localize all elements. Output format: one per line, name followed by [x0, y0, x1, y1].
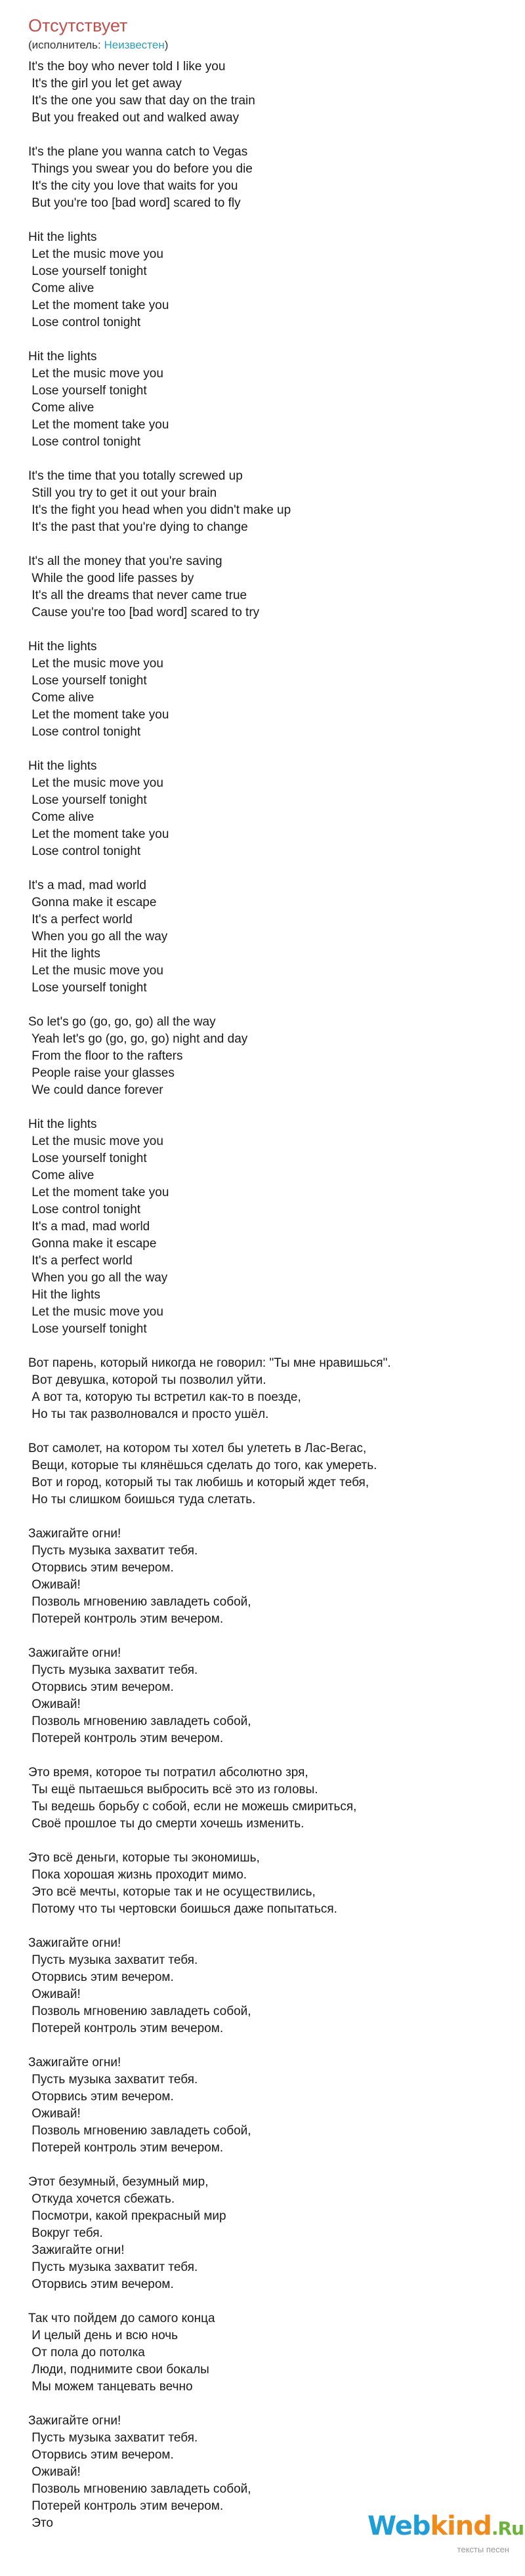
lyrics-stanza	[28, 758, 525, 860]
lyrics-stanza	[28, 638, 525, 741]
lyrics-line: Hit the lights	[28, 350, 97, 364]
lyrics-line: We could dance forever	[28, 1083, 163, 1097]
lyrics-line: Lose yourself tonight	[28, 384, 147, 398]
song-title: Отсутствует	[28, 16, 128, 35]
lyrics-line: Оживай!	[28, 2465, 81, 2479]
lyrics-line: Lose yourself tonight	[28, 793, 147, 807]
lyrics-line: Зажигайте огни!	[28, 2414, 121, 2428]
lyrics-line: Let the moment take you	[28, 1186, 169, 1199]
lyrics-line: Lose control tonight	[28, 1203, 141, 1216]
lyrics-stanza	[28, 1645, 525, 1747]
lyrics-line: Come alive	[28, 401, 94, 415]
lyrics-line: Позволь мгновению завладеть собой,	[28, 1714, 251, 1728]
lyrics-line: Gonna make it escape	[28, 896, 157, 909]
lyrics-line: Вещи, которые ты клянёшься сделать до того, как умереть.	[28, 1459, 377, 1472]
lyrics-line: Оторвись этим вечером.	[28, 1680, 174, 1694]
lyrics-line: Cause you're too [bad word] scared to try	[28, 606, 260, 619]
lyrics-line: Hit the lights	[28, 1288, 100, 1302]
lyrics-line: When you go all the way	[28, 930, 168, 944]
lyrics-line: Yeah let's go (go, go, go) night and day	[28, 1032, 248, 1046]
lyrics-line: Пусть музыка захватит тебя.	[28, 1663, 198, 1677]
lyrics-line: Пусть музыка захватит тебя.	[28, 2073, 198, 2087]
lyrics-stanza	[28, 229, 525, 331]
logo-kind: kind	[430, 2511, 492, 2541]
lyrics-line: It's the fight you head when you didn't make up	[28, 503, 291, 517]
logo-web: Web	[368, 2511, 430, 2541]
lyrics-line: Hit the lights	[28, 640, 97, 654]
lyrics-line: Но ты так разволновался и просто ушёл.	[28, 1407, 269, 1421]
lyrics-stanza	[28, 468, 525, 536]
lyrics-stanza	[28, 1526, 525, 1628]
lyrics-line: Lose control tonight	[28, 725, 141, 739]
lyrics-line: Оторвись этим вечером.	[28, 1561, 174, 1575]
lyrics-stanza	[28, 1850, 525, 1918]
lyrics-line: Lose yourself tonight	[28, 981, 147, 995]
lyrics-stanza	[28, 553, 525, 621]
lyrics-line: Потерей контроль этим вечером.	[28, 1732, 224, 1745]
lyrics-line: Оторвись этим вечером.	[28, 1970, 174, 1984]
lyrics-line: It's the plane you wanna catch to Vegas	[28, 145, 248, 159]
lyrics-line: Этот безумный, безумный мир,	[28, 2175, 209, 2189]
lyrics-line: It's a mad, mad world	[28, 1220, 150, 1234]
lyrics-line: Зажигайте огни!	[28, 2056, 121, 2069]
lyrics-line: Своё прошлое ты до смерти хочешь изменить.	[28, 1817, 304, 1831]
lyrics-line: Lose control tonight	[28, 316, 141, 329]
lyrics-line: Let the music move you	[28, 1305, 163, 1319]
lyrics-line: От пола до потолка	[28, 2346, 145, 2359]
lyrics-line: Gonna make it escape	[28, 1237, 157, 1251]
lyrics-line: Оживай!	[28, 1578, 81, 1592]
lyrics-line: Hit the lights	[28, 1117, 97, 1131]
lyrics-stanza	[28, 144, 525, 212]
lyrics-stanza	[28, 348, 525, 451]
lyrics-line: Hit the lights	[28, 230, 97, 244]
lyrics-line: It's a perfect world	[28, 913, 133, 926]
lyrics-line: Но ты слишком боишься туда слетать.	[28, 1493, 256, 1506]
lyrics-line: Let the music move you	[28, 657, 163, 671]
lyrics-line: Мы можем танцевать вечно	[28, 2380, 193, 2394]
lyrics-line: It's the boy who never told I like you	[28, 60, 226, 73]
lyrics-line: Ты ведешь борьбу с собой, если не можешь смириться,	[28, 1800, 357, 1814]
lyrics-line: Still you try to get it out your brain	[28, 486, 217, 500]
lyrics-stanza	[28, 877, 525, 997]
lyrics-stanza	[28, 2054, 525, 2157]
lyrics-line: While the good life passes by	[28, 571, 194, 585]
lyrics-line: Потерей контроль этим вечером.	[28, 2499, 224, 2513]
lyrics-line: Оторвись этим вечером.	[28, 2277, 174, 2291]
lyrics-line: Потому что ты чертовски боишься даже попытаться.	[28, 1902, 337, 1916]
lyrics-line: Потерей контроль этим вечером.	[28, 1612, 224, 1626]
lyrics-body	[28, 58, 525, 2532]
site-logo[interactable]	[368, 2510, 524, 2563]
lyrics-line: Let the moment take you	[28, 708, 169, 722]
lyrics-line: Let the music move you	[28, 367, 163, 381]
lyrics-line: И целый день и всю ночь	[28, 2329, 178, 2342]
lyrics-line: Потерей контроль этим вечером.	[28, 2141, 224, 2155]
lyrics-line: Пусть музыка захватит тебя.	[28, 1953, 198, 1967]
lyrics-line: Let the music move you	[28, 964, 163, 978]
lyrics-line: Come alive	[28, 810, 94, 824]
lyrics-line: But you're too [bad word] scared to fly	[28, 196, 241, 210]
lyrics-line: It's the city you love that waits for you	[28, 179, 238, 193]
lyrics-line: Let the moment take you	[28, 827, 169, 841]
lyrics-stanza	[28, 1440, 525, 1508]
lyrics-line: Вот девушка, которой ты позволил уйти.	[28, 1373, 266, 1387]
lyrics-line: Потерей контроль этим вечером.	[28, 2022, 224, 2035]
lyrics-line: Оживай!	[28, 1987, 81, 2001]
lyrics-line: So let's go (go, go, go) all the way	[28, 1015, 216, 1029]
lyrics-line: А вот та, которую ты встретил как-то в поезде,	[28, 1390, 301, 1404]
lyrics-line: Зажигайте огни!	[28, 2243, 125, 2257]
lyrics-line: It's the one you saw that day on the train	[28, 94, 255, 108]
lyrics-line: Lose yourself tonight	[28, 1152, 147, 1165]
lyrics-line: Lose control tonight	[28, 435, 141, 449]
lyrics-line: Позволь мгновению завладеть собой,	[28, 2124, 251, 2138]
lyrics-line: Зажигайте огни!	[28, 1936, 121, 1950]
lyrics-line: Это всё мечты, которые так и не осуществились,	[28, 1885, 316, 1899]
lyrics-stanza	[28, 1935, 525, 2037]
lyrics-line: Откуда хочется сбежать.	[28, 2192, 175, 2206]
lyrics-line: It's a perfect world	[28, 1254, 133, 1268]
lyrics-line: Это	[28, 2516, 53, 2530]
artist-line	[28, 38, 525, 52]
lyrics-line: Позволь мгновению завладеть собой,	[28, 1595, 251, 1609]
lyrics-line: Let the music move you	[28, 247, 163, 261]
lyrics-line: Люди, поднимите свои бокалы	[28, 2363, 209, 2377]
artist-prefix: (исполнитель:	[28, 39, 104, 51]
lyrics-line: Come alive	[28, 281, 94, 295]
lyrics-line: When you go all the way	[28, 1271, 168, 1285]
lyrics-line: Позволь мгновению завладеть собой,	[28, 2005, 251, 2018]
lyrics-line: Оторвись этим вечером.	[28, 2090, 174, 2104]
lyrics-line: Вот парень, который никогда не говорил: "Ты мне нравишься".	[28, 1356, 391, 1370]
lyrics-stanza	[28, 1764, 525, 1833]
lyrics-line: It's the girl you let get away	[28, 77, 182, 91]
lyrics-line: Так что пойдем до самого конца	[28, 2312, 215, 2325]
lyrics-line: Оторвись этим вечером.	[28, 2448, 174, 2462]
lyrics-line: Things you swear you do before you die	[28, 162, 253, 176]
artist-link[interactable]: Неизвестен	[104, 39, 165, 51]
logo-wordmark	[368, 2510, 524, 2545]
lyrics-line: Посмотри, какой прекрасный мир	[28, 2209, 226, 2223]
lyrics-line: Hit the lights	[28, 947, 100, 961]
lyrics-line: Come alive	[28, 1169, 94, 1182]
lyrics-line: Это всё деньги, которые ты экономишь,	[28, 1851, 260, 1865]
lyrics-line: It's the time that you totally screwed up	[28, 469, 243, 483]
lyrics-line: But you freaked out and walked away	[28, 111, 240, 125]
lyrics-line: People raise your glasses	[28, 1066, 175, 1080]
lyrics-line: Ты ещё пытаешься выбросить всё это из головы.	[28, 1783, 318, 1797]
lyrics-stanza	[28, 2174, 525, 2293]
lyrics-stanza	[28, 1014, 525, 1099]
lyrics-line: Пусть музыка захватит тебя.	[28, 1544, 198, 1558]
lyrics-stanza	[28, 2310, 525, 2396]
lyrics-line: Вокруг тебя.	[28, 2226, 103, 2240]
lyrics-line: From the floor to the rafters	[28, 1049, 183, 1063]
lyrics-line: Оживай!	[28, 2107, 81, 2121]
logo-subtitle: тексты песен	[457, 2545, 509, 2554]
lyrics-line: Let the moment take you	[28, 418, 169, 432]
lyrics-line: Пусть музыка захватит тебя.	[28, 2431, 198, 2445]
lyrics-stanza	[28, 1355, 525, 1423]
lyrics-line: Lose control tonight	[28, 844, 141, 858]
lyrics-line: Let the moment take you	[28, 299, 169, 312]
lyrics-line: It's the past that you're dying to change	[28, 520, 248, 534]
lyrics-line: Lose yourself tonight	[28, 674, 147, 688]
lyrics-line: Вот и город, который ты так любишь и который ждет тебя,	[28, 1476, 369, 1489]
lyrics-line: Оживай!	[28, 1697, 81, 1711]
lyrics-line: Hit the lights	[28, 759, 97, 773]
lyrics-line: Вот самолет, на котором ты хотел бы улететь в Лас-Вегас,	[28, 1442, 367, 1455]
lyrics-line: It's all the money that you're saving	[28, 554, 222, 568]
lyrics-line: Come alive	[28, 691, 94, 705]
lyrics-line: It's all the dreams that never came true	[28, 589, 247, 602]
lyrics-line: Это время, которое ты потратил абсолютно зря,	[28, 1766, 308, 1779]
logo-tld: .Ru	[491, 2518, 524, 2539]
artist-suffix: )	[164, 39, 169, 51]
lyrics-stanza	[28, 58, 525, 127]
lyrics-line: Lose yourself tonight	[28, 264, 147, 278]
lyrics-line: It's a mad, mad world	[28, 879, 146, 892]
lyrics-line: Позволь мгновению завладеть собой,	[28, 2482, 251, 2496]
lyrics-line: Зажигайте огни!	[28, 1527, 121, 1541]
lyrics-line: Пусть музыка захватит тебя.	[28, 2260, 198, 2274]
lyrics-line: Let the music move you	[28, 1134, 163, 1148]
lyrics-line: Зажигайте огни!	[28, 1646, 121, 1660]
lyrics-line: Lose yourself tonight	[28, 1322, 147, 1336]
lyrics-stanza	[28, 1116, 525, 1338]
lyrics-line: Пока хорошая жизнь проходит мимо.	[28, 1868, 247, 1882]
lyrics-line: Let the music move you	[28, 776, 163, 790]
